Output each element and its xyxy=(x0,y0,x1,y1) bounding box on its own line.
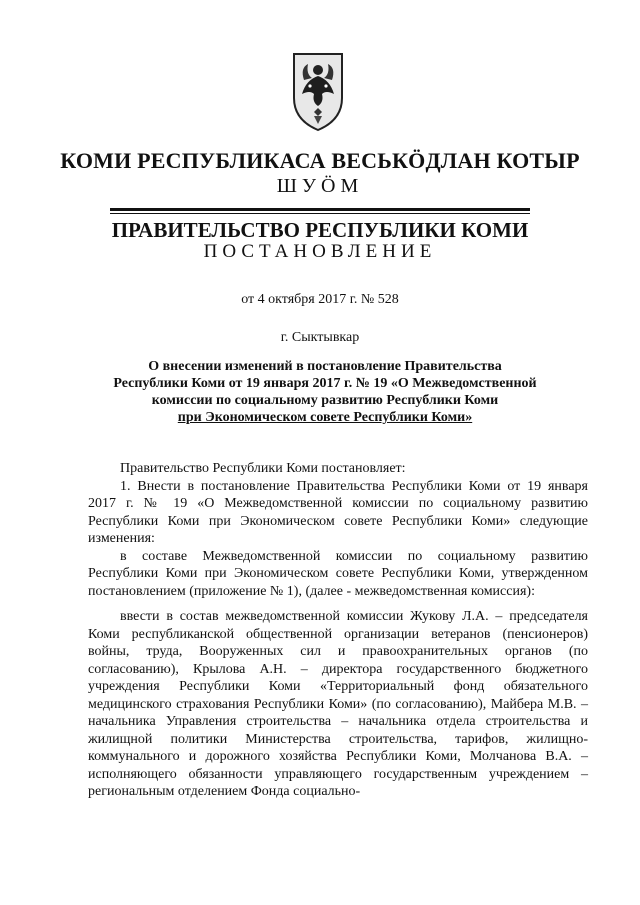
title-line: О внесении изменений в постановление Правительства xyxy=(148,359,502,374)
coat-of-arms-komi-icon xyxy=(290,50,346,132)
komi-doc-type: ШУÖМ xyxy=(276,175,364,197)
title-line: комиссии по социальному развитию Республики Коми xyxy=(151,393,499,408)
body-paragraph: Правительство Республики Коми постановляет: xyxy=(120,461,406,476)
decree-title xyxy=(110,358,540,426)
title-line-underlined: при Экономическом совете Республики Коми» xyxy=(177,410,473,425)
body-paragraph: в составе Межведомственной комиссии по социальному развитию Республики Коми при Экономическом совете Республики Коми, утвержденном постановлением (приложение № 1), (далее - межведомственная комиссия): xyxy=(88,548,588,599)
decree-body xyxy=(88,460,588,801)
header-divider-thin xyxy=(110,213,530,214)
decree-date-number: от 4 октября 2017 г. № 528 xyxy=(241,292,399,307)
komi-government-heading: КОМИ РЕСПУБЛИКАСА ВЕСЬКÖДЛАН КОТЫР xyxy=(60,148,580,173)
body-paragraph: ввести в состав межведомственной комиссии Жукову Л.А. – председателя Коми республиканской общественной организации ветеранов (пенсионеров) войны, труда, Вооруженных сил и правоохранительных органов (по согласованию), Крылова А.Н. – директора государственного бюджетного учреждения Республики Коми «Территориальный фонд обязательного медицинского страхования Республики Коми» (по согласованию), Майбера М.В. – начальника Управления строительства – начальника отдела строительства и жилищной политики Министерства строительства, тарифов, жилищно-коммунального и дорожного хозяйства Республики Коми, Молчанова В.А. – исполняющего обязанности управляющего государственным учреждением – региональным отделением Фонда социально- xyxy=(88,609,588,799)
body-paragraph: 1. Внести в постановление Правительства Республики Коми от 19 января 2017 г. № 19 «О Межведомственной комиссии по социальному развитию Республики Коми при Экономическом совете Республики Коми» следующие изменения: xyxy=(88,478,588,546)
header-divider-thick xyxy=(110,208,530,211)
russian-doc-type: ПОСТАНОВЛЕНИЕ xyxy=(203,241,437,262)
decree-city: г. Сыктывкар xyxy=(280,330,360,345)
title-line: Республики Коми от 19 января 2017 г. № 19 «О Межведомственной xyxy=(113,376,537,391)
russian-government-heading: ПРАВИТЕЛЬСТВО РЕСПУБЛИКИ КОМИ xyxy=(111,218,529,242)
